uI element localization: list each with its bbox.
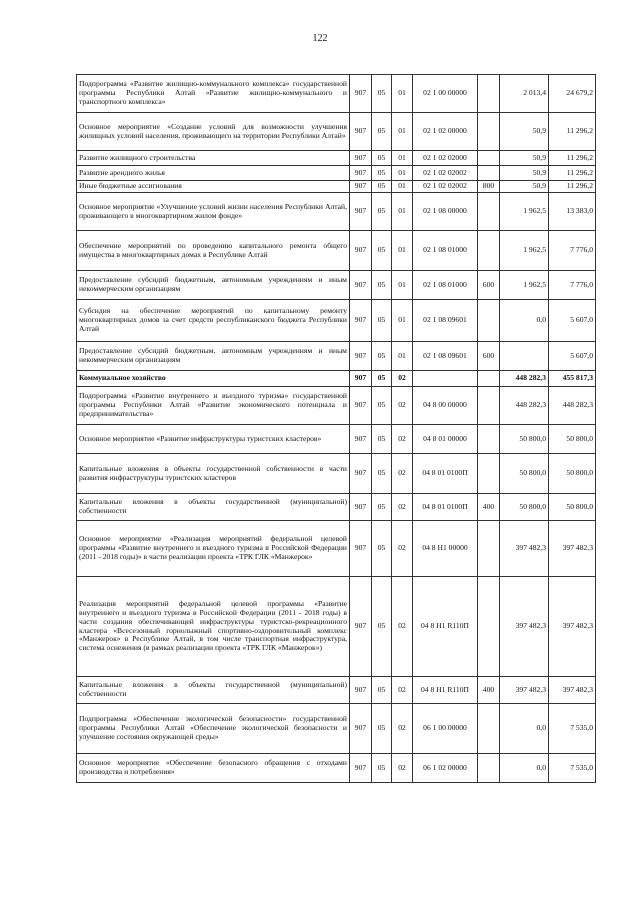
section-cell: 05 (372, 75, 392, 113)
subsection-cell: 02 (392, 494, 413, 521)
expense-type-cell (478, 754, 500, 783)
expense-type-cell (478, 454, 500, 494)
table-row (77, 113, 596, 151)
row-name-cell: Субсидия на обеспечение мероприятий по капитальному ремонту многоквартирных домов за счет средств республиканского бюджета Республики Алтай (77, 300, 350, 342)
amount-2-cell: 11 296,2 (549, 113, 596, 151)
row-name-cell: Предоставление субсидий бюджетным, автономным учреждениям и иным некоммерческим организациям (77, 342, 350, 371)
amount-2-cell: 50 800,0 (549, 425, 596, 454)
amount-1-cell: 2 013,4 (500, 75, 549, 113)
table-row (77, 704, 596, 754)
expense-type-cell: 600 (478, 342, 500, 371)
row-name-cell: Основное мероприятие «Развитие инфраструктуры туристских кластеров» (77, 425, 350, 454)
table-row (77, 193, 596, 231)
amount-1-cell: 397 482,3 (500, 677, 549, 704)
section-cell: 05 (372, 577, 392, 677)
table-row (77, 454, 596, 494)
row-name-cell: Предоставление субсидий бюджетным, автономным учреждениям и иным некоммерческим организациям (77, 271, 350, 300)
amount-2-cell: 397 482,3 (549, 677, 596, 704)
subsection-cell: 02 (392, 577, 413, 677)
amount-2-cell: 50 800,0 (549, 494, 596, 521)
target-article-cell: 02 1 00 00000 (413, 75, 478, 113)
section-cell: 05 (372, 387, 392, 425)
amount-2-cell: 397 482,3 (549, 521, 596, 577)
section-cell: 05 (372, 113, 392, 151)
expense-type-cell (478, 231, 500, 271)
amount-2-cell: 7 535,0 (549, 754, 596, 783)
grbs-cell: 907 (350, 271, 372, 300)
expense-type-cell (478, 371, 500, 387)
amount-1-cell: 50,9 (500, 151, 549, 166)
section-cell: 05 (372, 677, 392, 704)
section-cell: 05 (372, 425, 392, 454)
target-article-cell: 06 1 02 00000 (413, 754, 478, 783)
expense-type-cell (478, 113, 500, 151)
amount-2-cell: 24 679,2 (549, 75, 596, 113)
table-row (77, 181, 596, 193)
amount-1-cell: 448 282,3 (500, 387, 549, 425)
grbs-cell: 907 (350, 387, 372, 425)
subsection-cell: 01 (392, 342, 413, 371)
grbs-cell: 907 (350, 231, 372, 271)
grbs-cell: 907 (350, 677, 372, 704)
grbs-cell: 907 (350, 454, 372, 494)
grbs-cell: 907 (350, 300, 372, 342)
target-article-cell: 04 8 Н1 R110П (413, 577, 478, 677)
amount-2-cell: 455 817,3 (549, 371, 596, 387)
amount-1-cell: 1 962,5 (500, 193, 549, 231)
row-name-cell: Развитие жилищного строительства (77, 151, 350, 166)
amount-2-cell: 7 776,0 (549, 231, 596, 271)
section-cell: 05 (372, 754, 392, 783)
target-article-cell: 04 8 Н1 00000 (413, 521, 478, 577)
table-row (77, 371, 596, 387)
subsection-cell: 01 (392, 271, 413, 300)
expense-type-cell (478, 387, 500, 425)
target-article-cell: 02 1 02 02002 (413, 166, 478, 181)
subsection-cell: 02 (392, 521, 413, 577)
section-cell: 05 (372, 181, 392, 193)
row-name-cell: Основное мероприятие «Реализация мероприятий федеральной целевой программы «Развитие внутреннего и въездного туризма в Российской Федерации (2011 - 2018 годы)» в части реализации проекта «ТРК ГЛК «Манжерок» (77, 521, 350, 577)
expense-type-cell (478, 151, 500, 166)
row-name-cell: Коммунальное хозяйство (77, 371, 350, 387)
table-row (77, 387, 596, 425)
target-article-cell: 02 1 08 01000 (413, 231, 478, 271)
section-cell: 05 (372, 166, 392, 181)
amount-2-cell: 7 776,0 (549, 271, 596, 300)
target-article-cell: 02 1 08 01000 (413, 271, 478, 300)
grbs-cell: 907 (350, 166, 372, 181)
grbs-cell: 907 (350, 342, 372, 371)
subsection-cell: 02 (392, 371, 413, 387)
grbs-cell: 907 (350, 577, 372, 677)
section-cell: 05 (372, 271, 392, 300)
amount-2-cell: 50 800,0 (549, 454, 596, 494)
grbs-cell: 907 (350, 425, 372, 454)
row-name-cell: Основное мероприятие «Обеспечение безопасного обращения с отходами производства и потребления» (77, 754, 350, 783)
target-article-cell: 02 1 02 02002 (413, 181, 478, 193)
row-name-cell: Основное мероприятие «Улучшение условий жизни населения Республики Алтай, проживающего в многоквартирном жилом фонде» (77, 193, 350, 231)
table-row (77, 75, 596, 113)
amount-1-cell: 1 962,5 (500, 231, 549, 271)
expense-type-cell: 600 (478, 271, 500, 300)
amount-1-cell: 50 800,0 (500, 454, 549, 494)
row-name-cell: Подпрограмма «Развитие внутреннего и въездного туризма» государственной программы Республики Алтай «Развитие экономического потенциала и предпринимательства» (77, 387, 350, 425)
target-article-cell (413, 371, 478, 387)
target-article-cell: 04 8 Н1 R110П (413, 677, 478, 704)
row-name-cell: Иные бюджетные ассигнования (77, 181, 350, 193)
amount-1-cell: 397 482,3 (500, 577, 549, 677)
target-article-cell: 04 8 00 00000 (413, 387, 478, 425)
table-row (77, 300, 596, 342)
table-row (77, 754, 596, 783)
row-name-cell: Обеспечение мероприятий по проведению капитального ремонта общего имущества в многоквартирных домах в Республике Алтай (77, 231, 350, 271)
table-row (77, 166, 596, 181)
table-row (77, 425, 596, 454)
grbs-cell: 907 (350, 113, 372, 151)
section-cell: 05 (372, 454, 392, 494)
table-row (77, 342, 596, 371)
subsection-cell: 02 (392, 704, 413, 754)
table-row (77, 271, 596, 300)
target-article-cell: 04 8 01 00000 (413, 425, 478, 454)
target-article-cell: 02 1 08 09601 (413, 300, 478, 342)
expense-type-cell (478, 300, 500, 342)
section-cell: 05 (372, 342, 392, 371)
row-name-cell: Капитальные вложения в объекты государственной (муниципальной) собственности (77, 494, 350, 521)
section-cell: 05 (372, 704, 392, 754)
row-name-cell: Подпрограмма «Развитие жилищно-коммунального комплекса» государственной программы Республики Алтай «Развитие жилищно-коммунального и транспортного комплекса» (77, 75, 350, 113)
section-cell: 05 (372, 521, 392, 577)
grbs-cell: 907 (350, 75, 372, 113)
amount-1-cell: 50 800,0 (500, 494, 549, 521)
subsection-cell: 01 (392, 181, 413, 193)
target-article-cell: 04 8 01 0100П (413, 494, 478, 521)
budget-table (76, 74, 596, 783)
amount-2-cell: 7 535,0 (549, 704, 596, 754)
row-name-cell: Капитальные вложения в объекты государственной (муниципальной) собственности (77, 677, 350, 704)
subsection-cell: 01 (392, 300, 413, 342)
amount-2-cell: 5 607,0 (549, 342, 596, 371)
row-name-cell: Реализация мероприятий федеральной целевой программы «Развитие внутреннего и въездного туризма в Российской Федерации (2011 - 2018 годы) в части создания обеспечивающей инфраструктуры туристско-рекреационного кластера «Всесезонный горнолыжный спортивно-оздоровительный комплекс «Манжерок» в Республике Алтай, в том числе транспортная инфраструктура, система оснежения (в рамках реализации проекта «ТРК ГЛК «Манжерок») (77, 577, 350, 677)
amount-2-cell: 11 296,2 (549, 181, 596, 193)
expense-type-cell (478, 166, 500, 181)
subsection-cell: 01 (392, 113, 413, 151)
amount-1-cell: 50,9 (500, 113, 549, 151)
subsection-cell: 02 (392, 454, 413, 494)
grbs-cell: 907 (350, 704, 372, 754)
grbs-cell: 907 (350, 181, 372, 193)
row-name-cell: Капитальные вложения в объекты государственной собственности в части развития инфраструктуры туристских кластеров (77, 454, 350, 494)
amount-1-cell: 0,0 (500, 704, 549, 754)
table-row (77, 577, 596, 677)
amount-2-cell: 5 607,0 (549, 300, 596, 342)
subsection-cell: 01 (392, 151, 413, 166)
expense-type-cell: 800 (478, 181, 500, 193)
amount-1-cell: 397 482,3 (500, 521, 549, 577)
amount-2-cell: 13 383,0 (549, 193, 596, 231)
section-cell: 05 (372, 300, 392, 342)
subsection-cell: 02 (392, 677, 413, 704)
amount-1-cell: 50 800,0 (500, 425, 549, 454)
grbs-cell: 907 (350, 521, 372, 577)
amount-1-cell: 0,0 (500, 300, 549, 342)
table-row (77, 231, 596, 271)
grbs-cell: 907 (350, 371, 372, 387)
expense-type-cell: 400 (478, 677, 500, 704)
subsection-cell: 01 (392, 166, 413, 181)
target-article-cell: 04 8 01 0100П (413, 454, 478, 494)
amount-1-cell: 1 962,5 (500, 271, 549, 300)
expense-type-cell (478, 75, 500, 113)
amount-2-cell: 11 296,2 (549, 166, 596, 181)
subsection-cell: 02 (392, 387, 413, 425)
page-number: 122 (312, 33, 328, 44)
grbs-cell: 907 (350, 754, 372, 783)
target-article-cell: 02 1 08 00000 (413, 193, 478, 231)
amount-2-cell: 448 282,3 (549, 387, 596, 425)
target-article-cell: 02 1 08 09601 (413, 342, 478, 371)
subsection-cell: 02 (392, 754, 413, 783)
expense-type-cell (478, 193, 500, 231)
grbs-cell: 907 (350, 193, 372, 231)
subsection-cell: 01 (392, 75, 413, 113)
subsection-cell: 01 (392, 193, 413, 231)
row-name-cell: Основное мероприятие «Создание условий для возможности улучшения жилищных условий населения, проживающего на территории Республики Алтай» (77, 113, 350, 151)
subsection-cell: 01 (392, 231, 413, 271)
section-cell: 05 (372, 231, 392, 271)
table-row (77, 494, 596, 521)
amount-1-cell: 50,9 (500, 166, 549, 181)
expense-type-cell: 400 (478, 494, 500, 521)
table-row (77, 151, 596, 166)
amount-1-cell (500, 342, 549, 371)
table-row (77, 677, 596, 704)
amount-1-cell: 448 282,3 (500, 371, 549, 387)
section-cell: 05 (372, 193, 392, 231)
expense-type-cell (478, 704, 500, 754)
section-cell: 05 (372, 494, 392, 521)
target-article-cell: 02 1 02 00000 (413, 113, 478, 151)
subsection-cell: 02 (392, 425, 413, 454)
expense-type-cell (478, 577, 500, 677)
amount-2-cell: 11 296,2 (549, 151, 596, 166)
target-article-cell: 02 1 02 02000 (413, 151, 478, 166)
grbs-cell: 907 (350, 151, 372, 166)
expense-type-cell (478, 425, 500, 454)
amount-1-cell: 0,0 (500, 754, 549, 783)
amount-2-cell: 397 482,3 (549, 577, 596, 677)
section-cell: 05 (372, 151, 392, 166)
target-article-cell: 06 1 00 00000 (413, 704, 478, 754)
amount-1-cell: 50,9 (500, 181, 549, 193)
section-cell: 05 (372, 371, 392, 387)
grbs-cell: 907 (350, 494, 372, 521)
expense-type-cell (478, 521, 500, 577)
row-name-cell: Развитие арендного жилья (77, 166, 350, 181)
table-row (77, 521, 596, 577)
row-name-cell: Подпрограмма «Обеспечение экологической безопасности» государственной программы Республики Алтай «Обеспечение экологической безопасности и улучшение состояния окружающей среды» (77, 704, 350, 754)
